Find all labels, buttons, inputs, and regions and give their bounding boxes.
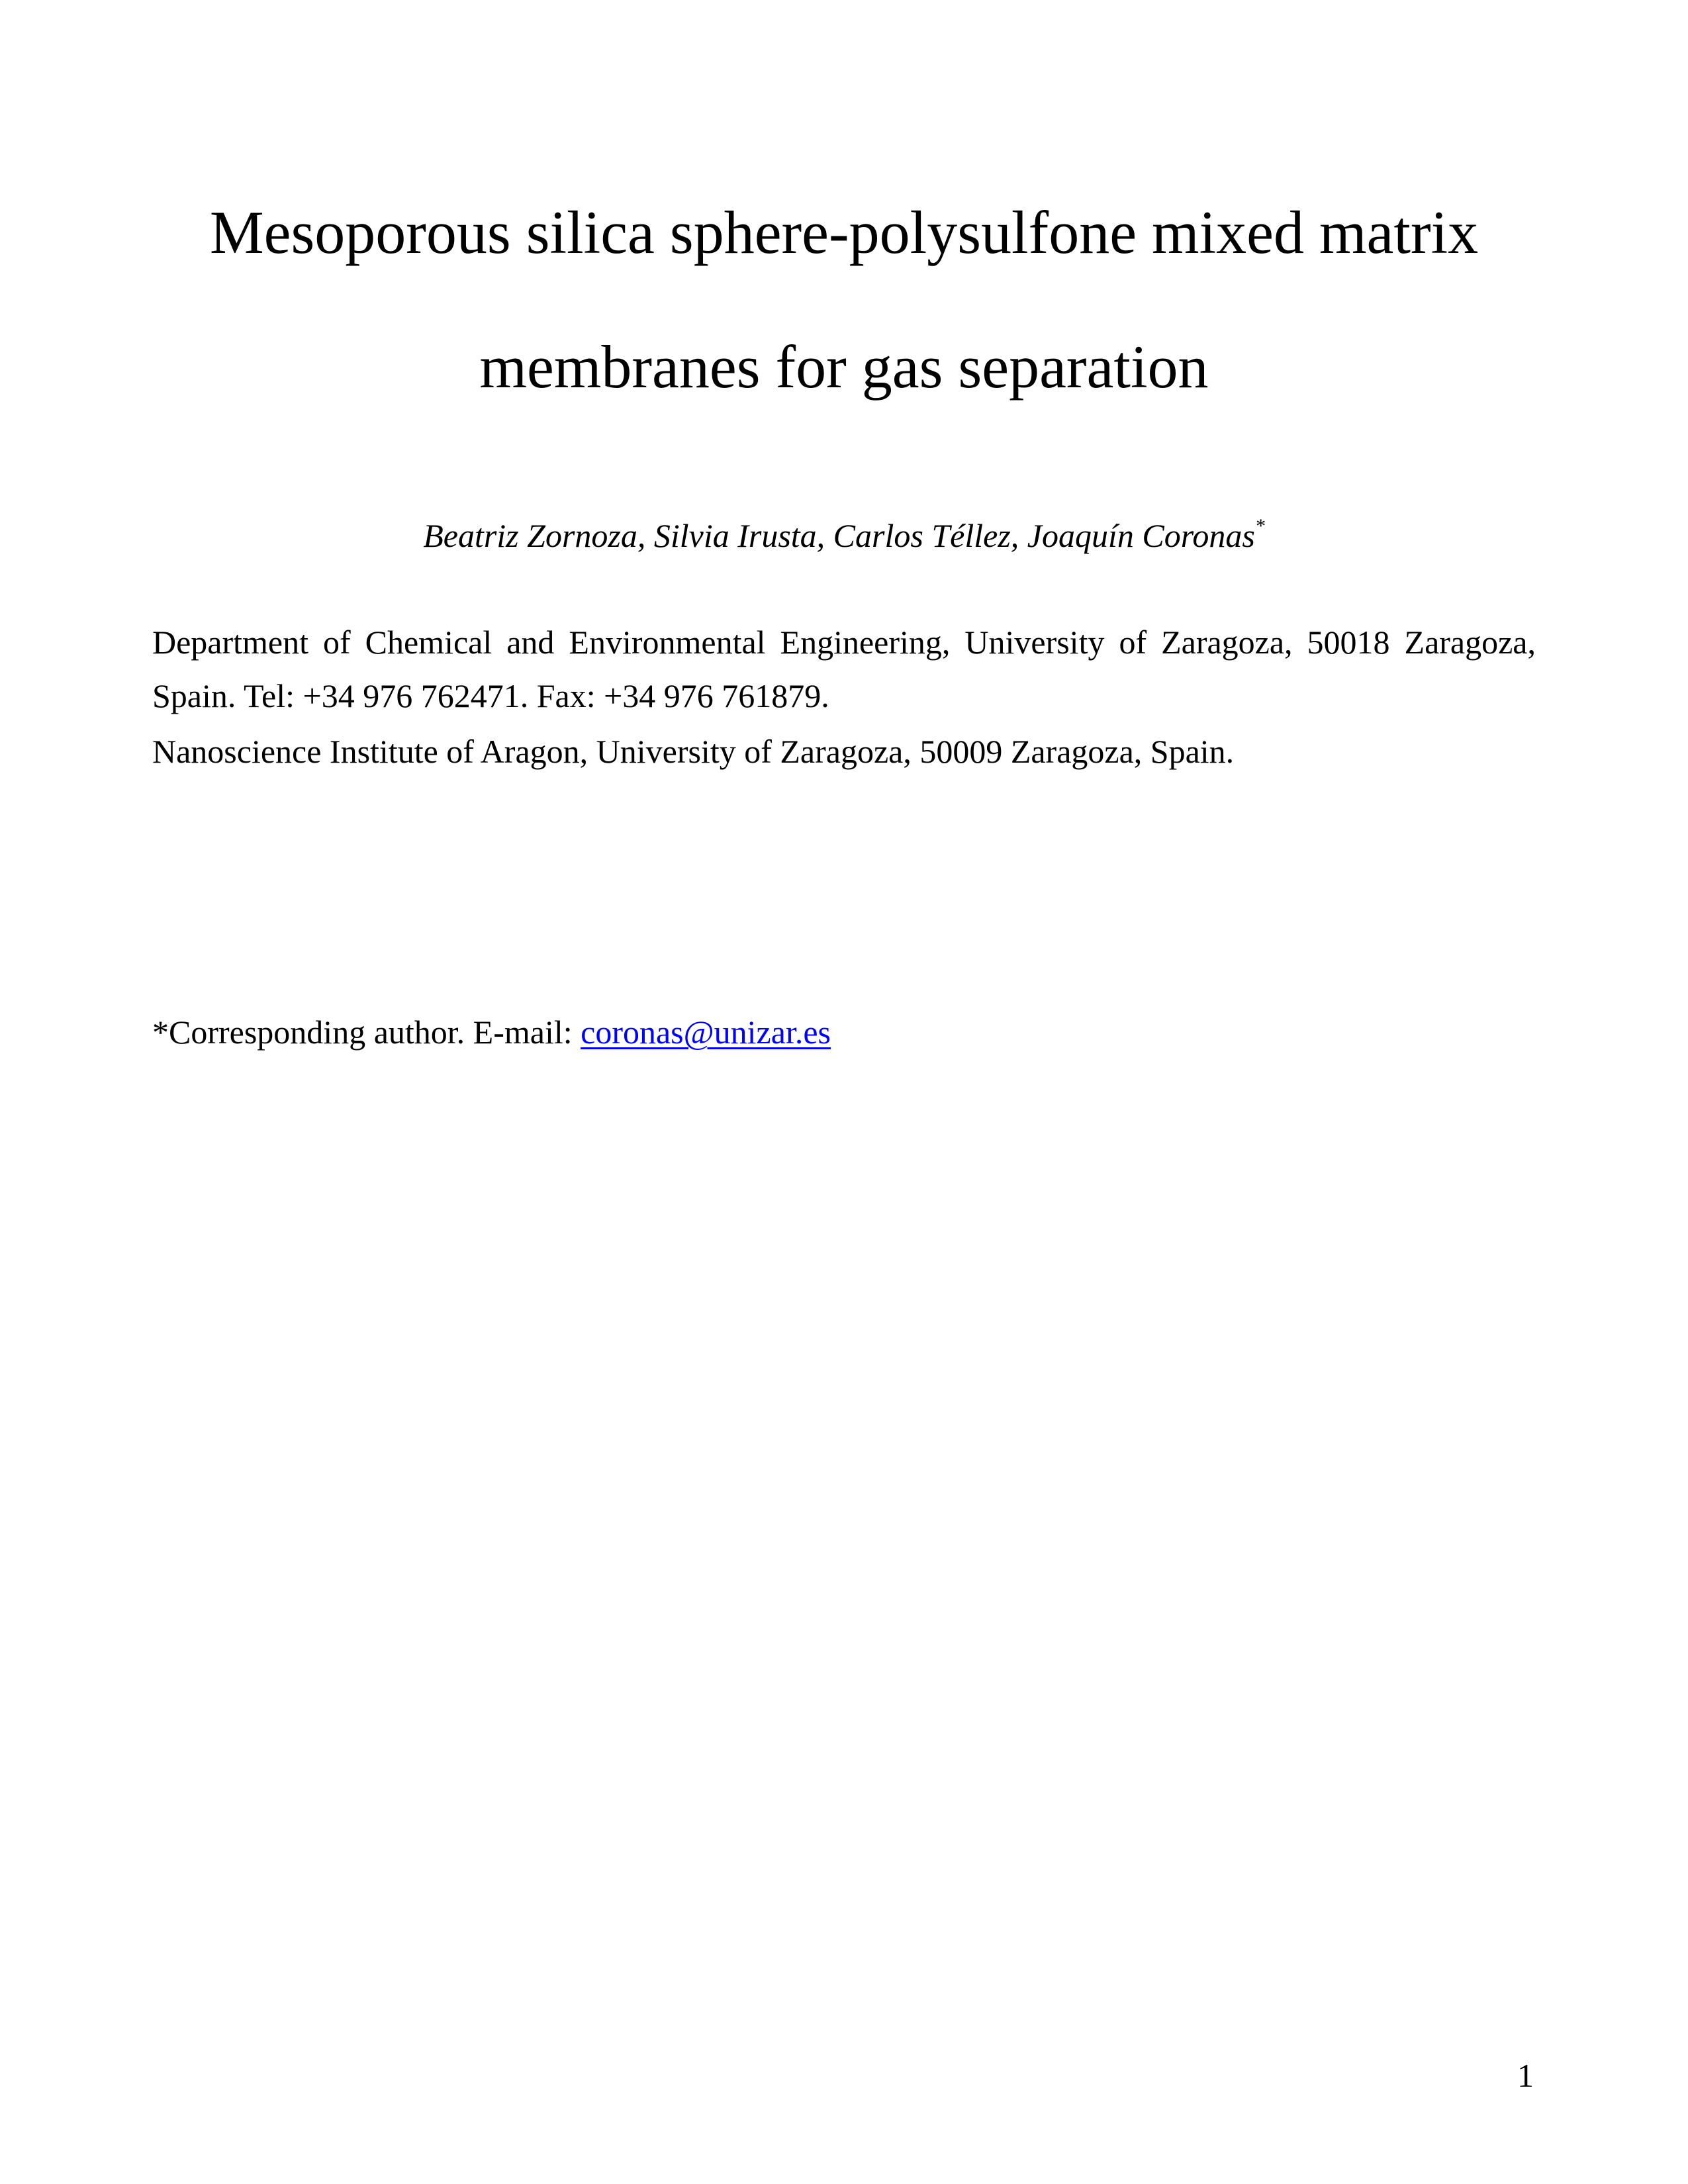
paper-title-line-2: membranes for gas separation xyxy=(479,333,1209,401)
author-names: Beatriz Zornoza, Silvia Irusta, Carlos Téllez, Joaquín Coronas xyxy=(423,517,1255,554)
email-link[interactable]: coronas@unizar.es xyxy=(581,1014,831,1051)
corresponding-author-marker: * xyxy=(1254,515,1265,538)
author-list xyxy=(0,516,1688,555)
affiliation-line-1: Department of Chemical and Environmental Engineering, University of Zaragoza, 50018 Zaragoza, xyxy=(152,624,1536,661)
corresponding-author-label: *Corresponding author. E-mail: xyxy=(152,1014,581,1051)
corresponding-author-note xyxy=(152,1012,831,1052)
affiliation-line-2: Spain. Tel: +34 976 762471. Fax: +34 976 761879. xyxy=(152,677,829,714)
page-number: 1 xyxy=(1517,2057,1534,2094)
paper-title-line-1: Mesoporous silica sphere-polysulfone mixed matrix xyxy=(209,199,1479,266)
affiliation-line-3: Nanoscience Institute of Aragon, University of Zaragoza, 50009 Zaragoza, Spain. xyxy=(152,733,1235,770)
